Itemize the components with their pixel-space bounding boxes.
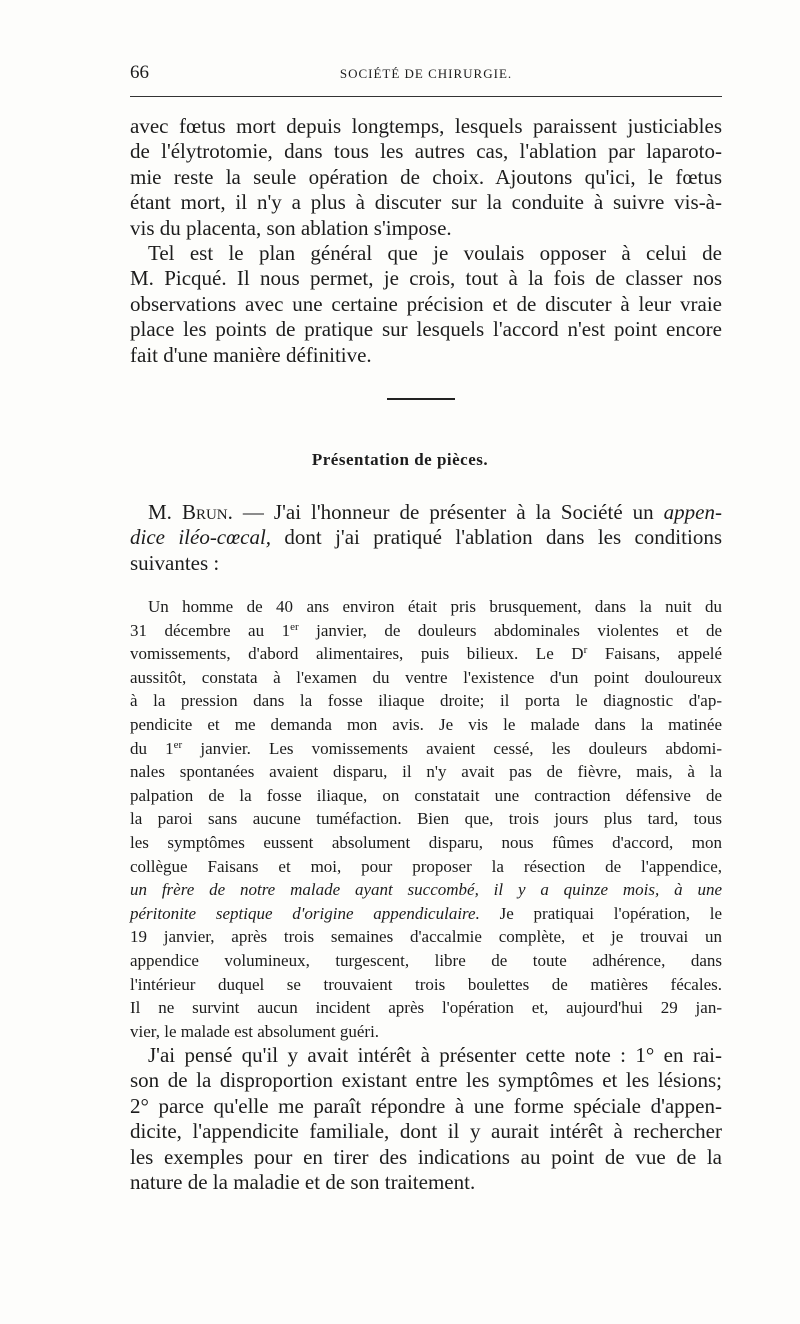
- text-line: Il ne survint aucun incident après l'opération et, aujourd'hui 29 jan-: [130, 998, 722, 1018]
- text-line: suivantes :: [130, 550, 220, 575]
- text-line: étant mort, il n'y a plus à discuter sur la conduite à suivre vis-à-: [130, 190, 722, 215]
- header-rule: [130, 96, 722, 97]
- text-fragment: M.: [148, 500, 182, 524]
- text-fragment: dont j'ai pratiqué l'ablation dans les conditions: [271, 525, 722, 550]
- text-fragment: péritonite septique d'origine appendiculaire.: [130, 903, 480, 923]
- page-number: 66: [130, 62, 149, 83]
- text-line: [130, 642, 722, 666]
- text-fragment: du 1: [130, 738, 174, 758]
- page-header: [130, 62, 722, 86]
- text-line: palpation de la fosse iliaque, on constatait une contraction défensive de: [130, 785, 722, 805]
- text-line: vier, le malade est absolument guéri.: [130, 1021, 380, 1041]
- text-line: 19 janvier, après trois semaines d'accalmie complète, et je trouvai un: [130, 927, 722, 947]
- running-title: SOCIÉTÉ DE CHIRURGIE.: [339, 66, 513, 81]
- text-fragment: 31 décembre au 1: [130, 620, 291, 640]
- text-line: J'ai pensé qu'il y avait intérêt à présenter cette note : 1° en rai-: [148, 1043, 722, 1067]
- text-line: pendicite et me demanda mon avis. Je vis le malade dans la matinée: [130, 714, 722, 734]
- text-fragment: janvier, de douleurs abdominales violentes et de: [298, 620, 722, 640]
- text-fragment: vomissements, d'abord alimentaires, puis bilieux. Le D: [130, 644, 584, 664]
- superscript: er: [173, 738, 183, 751]
- text-line: Tel est le plan général que je voulais opposer à celui de: [148, 241, 722, 265]
- paragraph-brun: [130, 500, 722, 576]
- text-fragment: . — J'ai l'honneur de présenter à la Société un: [227, 500, 664, 524]
- text-line: un frère de notre malade ayant succombé, il y a quinze mois, à une: [130, 880, 722, 900]
- text-line: vis du placenta, son ablation s'impose.: [130, 215, 452, 240]
- text-line: appendice volumineux, turgescent, libre de toute adhérence, dans: [130, 950, 722, 970]
- text-line: 2° parce qu'elle me paraît répondre à une forme spéciale d'appen-: [130, 1093, 722, 1118]
- author-name: Brun: [181, 500, 228, 524]
- text-line: dicite, l'appendicite familiale, dont il y aurait intérêt à rechercher: [130, 1119, 722, 1144]
- text-line: observations avec une certaine précision et de discuter à leur vraie: [130, 291, 722, 316]
- text-line: avec fœtus mort depuis longtemps, lesquels paraissent justiciables: [130, 114, 722, 138]
- text-line: à la pression dans la fosse iliaque droite; il porta le diagnostic d'ap-: [130, 691, 722, 711]
- text-fragment: dice iléo-cœcal,: [130, 525, 272, 550]
- text-line: l'intérieur duquel se trouvaient trois boulettes de matières fécales.: [130, 974, 722, 994]
- text-line: [130, 737, 722, 761]
- text-line: fait d'une manière définitive.: [130, 342, 372, 367]
- text-line: les exemples pour en tirer des indications au point de vue de la: [130, 1144, 722, 1169]
- text-line: [130, 500, 722, 525]
- paragraph-conclusion: [130, 1043, 722, 1195]
- text-line: [130, 525, 722, 550]
- section-separator: [387, 398, 455, 400]
- text-line: nales spontanées avaient disparu, il n'y avait pas de fièvre, mais, à la: [130, 762, 722, 782]
- text-fragment: janvier. Les vomissements avaient cessé, les douleurs abdomi-: [182, 738, 723, 758]
- text-line: place les points de pratique sur lesquels l'accord n'est point encore: [130, 317, 722, 342]
- text-line: les symptômes eussent absolument disparu, nous fûmes d'accord, mon: [130, 832, 722, 852]
- text-line: [130, 619, 722, 643]
- superscript: er: [290, 620, 299, 633]
- paragraph-plan: [130, 241, 722, 368]
- text-line: [130, 902, 722, 926]
- text-line: Un homme de 40 ans environ était pris brusquement, dans la nuit du: [148, 597, 722, 616]
- text-line: la paroi sans aucune tuméfaction. Bien que, trois jours plus tard, tous: [130, 809, 722, 829]
- text-line: son de la disproportion existant entre les symptômes et les lésions;: [130, 1068, 722, 1093]
- text-line: M. Picqué. Il nous permet, je crois, tout à la fois de classer nos: [130, 266, 722, 291]
- text-line: nature de la maladie et de son traitement.: [130, 1170, 476, 1195]
- case-report: [130, 595, 722, 1043]
- text-line: mie reste la seule opération de choix. Ajoutons qu'ici, le fœtus: [130, 164, 722, 189]
- text-fragment: Je pratiquai l'opération, le: [479, 903, 722, 923]
- text-fragment: appen-: [663, 500, 722, 524]
- section-title: Présentation de pièces.: [311, 450, 489, 469]
- superscript: r: [583, 644, 588, 657]
- text-line: aussitôt, constata à l'examen du ventre l'existence d'un point douloureux: [130, 667, 722, 687]
- text-fragment: Faisans, appelé: [587, 644, 723, 664]
- paragraph-continuation: [130, 114, 722, 241]
- text-line: collègue Faisans et moi, pour proposer la résection de l'appendice,: [130, 856, 722, 876]
- text-line: de l'élytrotomie, dans tous les autres cas, l'ablation par laparoto-: [130, 139, 722, 164]
